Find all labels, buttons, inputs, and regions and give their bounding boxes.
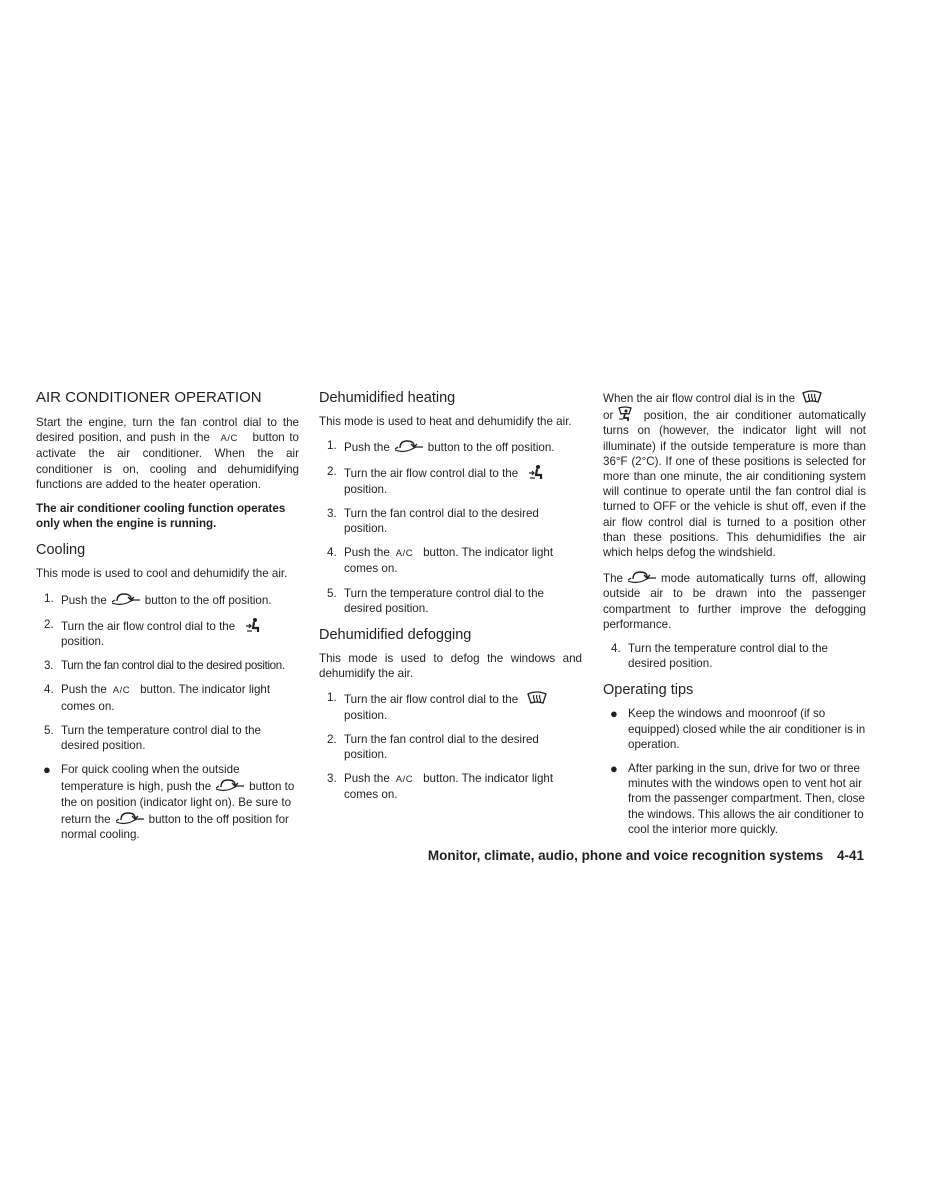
step-text: Turn the temperature control dial to the desired position.: [61, 723, 261, 753]
list-item: [36, 617, 299, 649]
step-number: 2.: [327, 732, 337, 746]
list-item: [319, 464, 582, 496]
list-item: [36, 762, 299, 842]
list-item: [319, 771, 582, 802]
list-item: [36, 723, 299, 753]
intro-paragraph: [36, 415, 299, 492]
list-item: [36, 682, 299, 713]
defog-steps-continued: [603, 641, 866, 671]
para-text-a: When the air flow control dial is in the: [603, 392, 796, 405]
floor-vent-icon: [245, 617, 261, 633]
list-item: [319, 545, 582, 576]
tip-text: Keep the windows and moonroof (if so equipped) closed while the air conditioner is in operation.: [628, 707, 866, 751]
column-right: [603, 389, 866, 846]
operating-tips-title: Operating tips: [603, 682, 694, 699]
defog-intro: This mode is used to defog the windows and dehumidify the air.: [319, 652, 582, 681]
step-number: 2.: [44, 617, 54, 631]
step-text: Turn the fan control dial to the desired position.: [344, 732, 539, 762]
step-number: 3.: [44, 659, 53, 673]
list-item: [319, 506, 582, 536]
recirculation-icon: [111, 591, 141, 607]
column-middle: [319, 389, 582, 812]
column-left: [36, 389, 299, 851]
list-item: [319, 586, 582, 616]
para-text-or: or: [603, 409, 614, 423]
ac-button-label: A/C: [395, 548, 414, 560]
page-footer: [428, 848, 864, 863]
step-text-b: button. The indicator light comes on.: [344, 546, 554, 576]
step-number: 1.: [327, 439, 337, 453]
ac-button-label: A/C: [112, 685, 131, 697]
warning-text: The air conditioner cooling function operates only when the engine is running.: [36, 502, 286, 531]
bullet-text-b: button to the on position (indicator light on). Be sure to return the: [61, 780, 295, 826]
defrost-icon: [526, 690, 548, 706]
list-item: [603, 761, 866, 837]
step-text: Turn the temperature control dial to the desired position.: [344, 586, 544, 615]
cooling-title: Cooling: [36, 542, 86, 559]
page-number: 4-41: [836, 848, 864, 863]
step-number: 5.: [44, 723, 54, 737]
operating-tips-list: [603, 706, 866, 837]
step-text: Push the: [61, 593, 107, 607]
recirculation-icon: [215, 777, 245, 793]
footer-section-title: Monitor, climate, audio, phone and voice recognition systems: [427, 848, 824, 863]
para2-text-b: mode automatically turns off, allowing outside air to be drawn into the passenger compartment to further improve the defogging performance.: [603, 572, 866, 631]
ac-button-label: A/C: [220, 433, 238, 445]
step-text-b: button. The indicator light comes on.: [344, 772, 554, 802]
cooling-steps: [36, 591, 299, 754]
step-number: 4.: [611, 642, 621, 656]
step-text: Turn the air flow control dial to the: [61, 619, 236, 633]
step-number: 5.: [327, 586, 337, 600]
floor-defrost-icon: [617, 406, 633, 422]
para2-text-a: The: [603, 572, 623, 586]
recirculation-icon: [394, 438, 424, 454]
step-number: 4.: [327, 546, 337, 560]
heating-steps: [319, 438, 582, 616]
dehumidified-defogging-title: Dehumidified defogging: [319, 627, 472, 644]
list-item: [319, 438, 582, 455]
para-text-b: position, the air conditioner automatically turns on (however, the indicator light will not illuminate) if the outside temperature is more than 36°F (2°C). If one of these positions is selected for more than one minute, the air conditioning system will continue to operate until the fan control dial is turned to OFF or the vehicle is shut off, even if the air flow control dial is turned to a position other than these positions. This dehumidifies the air which helps defog the windshield.: [603, 409, 866, 560]
list-item: [319, 690, 582, 722]
step-text: Push the: [61, 683, 107, 697]
step-text-b: position.: [344, 482, 388, 496]
bullet-dot: ●: [610, 706, 618, 722]
auto-ac-paragraph: [603, 389, 866, 560]
step-number: 2.: [327, 465, 337, 479]
cooling-bullets: [36, 762, 299, 842]
defrost-icon: [801, 389, 823, 405]
step-text: Turn the fan control dial to the desired position.: [344, 506, 539, 536]
step-text-b: position.: [344, 708, 388, 722]
bullet-dot: ●: [43, 762, 51, 778]
floor-vent-icon: [528, 464, 544, 480]
dehumidified-heating-title: Dehumidified heating: [319, 390, 456, 406]
cooling-intro: This mode is used to cool and dehumidify the air.: [36, 567, 288, 581]
step-number: 1.: [327, 691, 337, 705]
step-text-b: button. The indicator light comes on.: [61, 683, 271, 713]
defog-steps: [319, 690, 582, 802]
mode-off-paragraph: [603, 569, 866, 632]
step-text: Turn the air flow control dial to the: [344, 467, 519, 481]
list-item: [603, 641, 866, 671]
step-number: 3.: [327, 772, 337, 786]
bullet-dot: ●: [610, 761, 618, 777]
list-item: [319, 732, 582, 762]
step-text: Turn the fan control dial to the desired position.: [61, 659, 285, 673]
list-item: [603, 706, 866, 752]
list-item: [36, 591, 299, 608]
step-number: 1.: [44, 591, 54, 605]
step-text-b: position.: [61, 635, 105, 649]
step-text: Push the: [344, 546, 390, 560]
step-text: Push the: [344, 441, 390, 455]
step-text: Turn the air flow control dial to the: [344, 693, 519, 707]
tip-text: After parking in the sun, drive for two or three minutes with the windows open to vent hot air from the passenger compartment. Then, close the windows. This allows the air conditioner to cool the interior more quickly.: [628, 762, 865, 836]
recirculation-icon: [627, 569, 657, 585]
section-title: AIR CONDITIONER OPERATION: [36, 389, 262, 406]
step-text-b: button to the off position.: [427, 441, 555, 455]
ac-button-label: A/C: [395, 774, 414, 786]
step-text-b: button to the off position.: [144, 593, 272, 607]
step-number: 4.: [44, 683, 54, 697]
recirculation-icon: [115, 810, 145, 826]
step-text: Push the: [344, 772, 390, 786]
heating-intro: This mode is used to heat and dehumidify the air.: [319, 415, 572, 428]
bullet-text-a: For quick cooling when the outside temperature is high, push the: [61, 763, 240, 794]
intro-text-a: Start the engine, turn the fan control dial to the desired position, and push in the: [36, 416, 299, 445]
intro-text-b: button to activate the air conditioner. When the air conditioner is on, cooling and dehumidifying functions are added to the heater operation.: [36, 431, 299, 491]
step-number: 3.: [327, 506, 337, 520]
list-item: [36, 658, 299, 673]
bullet-text-c: button to the off position for normal cooling.: [61, 812, 289, 842]
step-text: Turn the temperature control dial to the desired position.: [628, 642, 828, 671]
